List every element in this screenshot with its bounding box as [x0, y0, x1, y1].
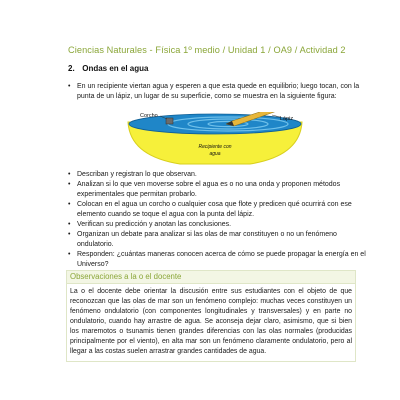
- intro-text: En un recipiente viertan agua y esperen a que esta quede en equilibrio; luego tocan, con la punta de un lápiz, un lugar de su superficie, como se muestra en la siguiente figura:: [77, 83, 360, 100]
- section-title-text: Ondas en el agua: [82, 64, 149, 73]
- bullet-icon: •: [68, 181, 71, 188]
- task-item: [68, 230, 368, 250]
- label-pencil: Lápiz: [280, 116, 294, 122]
- task-item: [68, 170, 368, 180]
- task-item: [68, 180, 368, 200]
- label-cork: Corcho: [140, 113, 158, 119]
- page-header: Ciencias Naturales - Física 1º medio / Unidad 1 / OA9 / Actividad 2: [68, 45, 346, 55]
- task-item: [68, 250, 368, 270]
- water-container-figure: [120, 112, 310, 170]
- observations-title: Observaciones a la o el docente: [67, 271, 355, 284]
- bullet-icon: •: [68, 221, 71, 228]
- bullet-icon: •: [68, 201, 71, 208]
- section-number: 2.: [68, 64, 75, 73]
- task-item: [68, 220, 368, 230]
- task-list: [68, 170, 368, 270]
- task-text: Describan y registran lo que observan.: [77, 171, 197, 178]
- teacher-observations-box: [66, 270, 356, 362]
- task-text: Colocan en el agua un corcho o cualquier cosa que flote y predicen qué ocurrirá con ese elemento cuando se toque el agua con la punta del lápiz.: [77, 201, 352, 218]
- bullet-icon: •: [68, 251, 71, 258]
- task-text: Analizan si lo que ven moverse sobre el agua es o no una onda y proponen métodos experimentales que permitan probarlo.: [77, 181, 341, 198]
- intro-paragraph: [68, 82, 368, 102]
- task-text: Organizan un debate para analizar si las olas de mar constituyen o no un fenómeno ondulatorio.: [77, 231, 337, 248]
- task-text: Verifican su predicción y anotan las conclusiones.: [77, 221, 232, 228]
- label-container-line1: Recipiente con: [198, 144, 232, 150]
- observations-body: La o el docente debe orientar la discusión entre sus estudiantes con el objeto de que reconozcan que las olas de mar son un fenómeno complejo: muchas veces constituyen un fenómeno ondulatorio (con componentes longitudinales y transversales) y en parte no ondulatorio, cuando hay arrastre de agua. Se aconseja dejar claro, asimismo, que si bien los maremotos o tsunamis tienen grandes diferencias con las olas normales (producidas principalmente por el viento), en alta mar son un fenómeno claramente ondulatorio, pero al llegar a las costas suelen arrastrar grandes cantidades de agua.: [70, 288, 352, 355]
- cork-shape: [166, 118, 173, 124]
- bullet-icon: •: [68, 231, 71, 238]
- bullet-icon: •: [68, 171, 71, 178]
- task-text: Responden: ¿cuántas maneras conocen acerca de cómo se puede propagar la energía en el Universo?: [77, 251, 366, 268]
- task-item: [68, 200, 368, 220]
- section-title: [68, 64, 148, 73]
- bullet-icon: •: [68, 83, 71, 90]
- label-container-line2: agua: [209, 151, 221, 157]
